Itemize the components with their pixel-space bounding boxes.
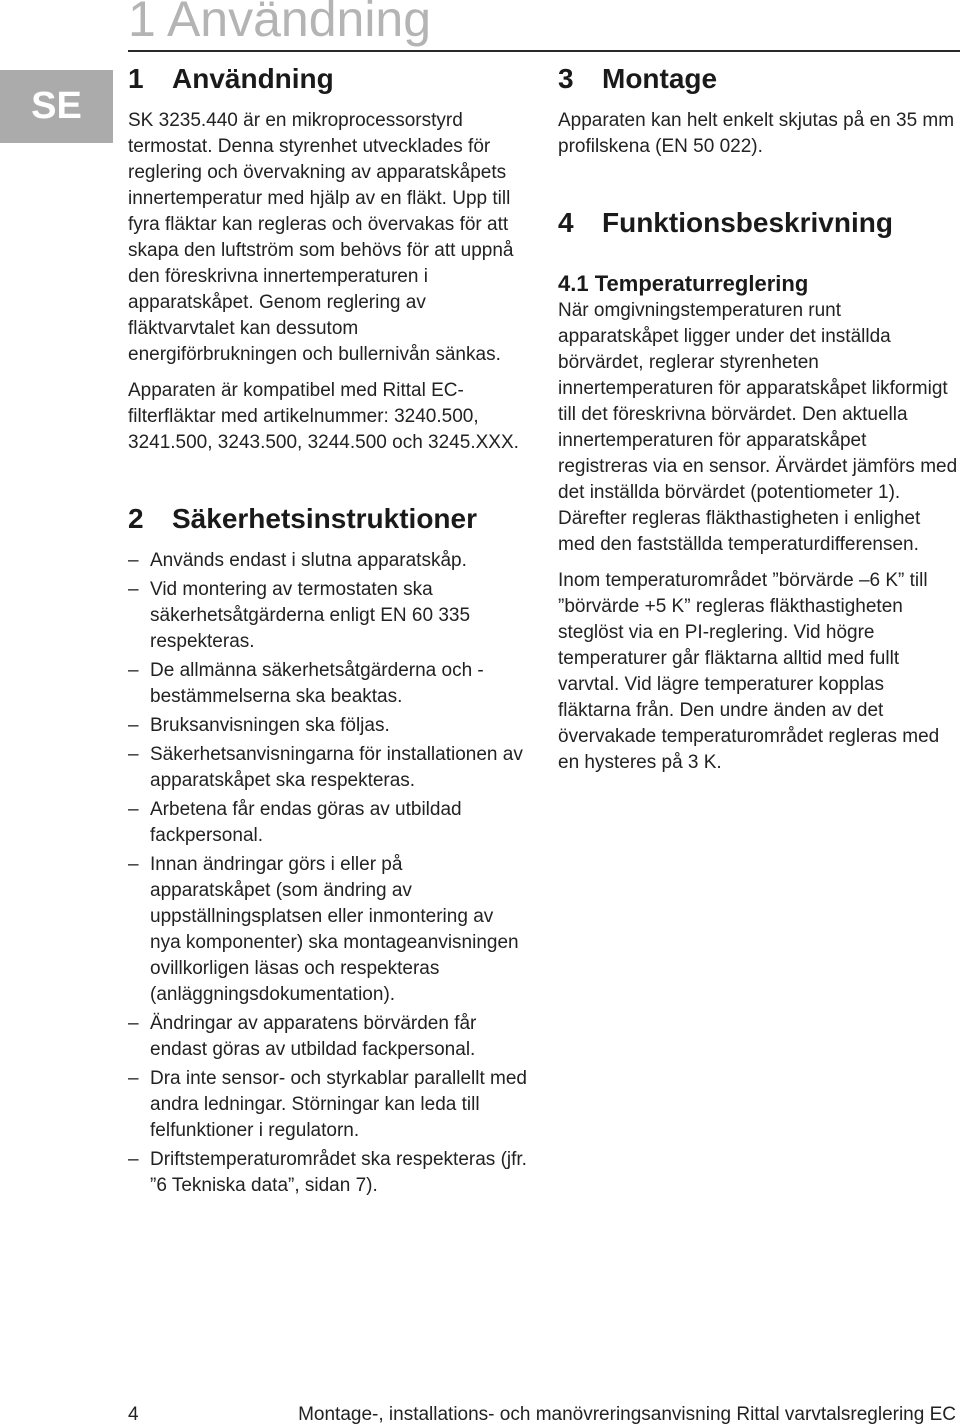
section-3-paragraph: Apparaten kan helt enkelt skjutas på en 35 mm profilskena (EN 50 022). (558, 110, 955, 157)
list-item (128, 548, 528, 574)
list-item-text: Säkerhetsanvisningarna för installationen av apparatskåpet ska respekteras. (150, 744, 523, 791)
list-item (128, 1011, 528, 1063)
list-item (128, 797, 528, 849)
list-item (128, 1066, 528, 1144)
section-3-title: Montage (602, 63, 718, 94)
section-3-number: 3 (558, 63, 574, 94)
subsection-4-1-paragraph: Inom temperaturområdet ”börvärde –6 K” till ”börvärde +5 K” regleras fläkthastigheten steglöst via en PI-reglering. Vid högre temperaturer går fläktarna alltid med fullt varvtal. Vid lägre temperaturer kopplas fläktarna från. Den undre änden av det övervakade temperaturområdet regleras med en hysteres på 3 K. (558, 570, 940, 773)
language-tab: SE (0, 70, 113, 143)
list-item (128, 658, 528, 710)
subsection-4-1-title: Temperaturreglering (594, 271, 809, 296)
safety-list (128, 548, 528, 1199)
list-item (128, 852, 528, 1008)
list-item-text: Ändringar av apparatens börvärden får endast göras av utbildad fackpersonal. (150, 1013, 477, 1060)
dash-bullet: – (128, 660, 139, 681)
list-item-text: Vid montering av termostaten ska säkerhetsåtgärderna enligt EN 60 335 respekteras. (150, 579, 471, 652)
subsection-4-1-heading (558, 270, 960, 298)
running-title: 1 Användning (128, 0, 432, 47)
page-number: 4 (128, 1404, 139, 1425)
section-2-title: Säkerhetsinstruktioner (172, 503, 477, 534)
section-3-heading (558, 60, 960, 98)
list-item-text: Bruksanvisningen ska följas. (150, 715, 390, 736)
dash-bullet: – (128, 550, 139, 571)
section-1-number: 1 (128, 63, 144, 94)
dash-bullet: – (128, 715, 139, 736)
section-1-title: Användning (172, 63, 334, 94)
dash-bullet: – (128, 1149, 139, 1170)
dash-bullet: – (128, 744, 139, 765)
list-item (128, 1147, 528, 1199)
list-item (128, 742, 528, 794)
subsection-4-1-paragraph: När omgivningstemperaturen runt apparatskåpet ligger under det inställda börvärdet, reglerar styrenheten innertemperaturen för apparatskåpet likformigt till det föreskrivna börvärdet. Den aktuella innertemperaturen för apparatskåpet registreras via en sensor. Ärvärdet jämförs med det inställda börvärdet (potentiometer 1). Därefter regleras fläkthastigheten i enlighet med den fastställda temperaturdifferensen. (558, 300, 958, 555)
section-4-heading (558, 204, 960, 242)
section-2-number: 2 (128, 503, 144, 534)
footer-document-title: Montage-, installations- och manövreringsanvisning Rittal varvtalsreglering EC (298, 1404, 956, 1425)
section-1-paragraph: SK 3235.440 är en mikroprocessorstyrd termostat. Denna styrenhet utvecklades för reglering och övervakning av apparatskåpets innertemperatur med hjälp av en fläkt. Upp till fyra fläktar kan regleras och övervakas för att skapa den luftström som behövs för att uppnå den föreskrivna innertemperaturen i apparatskåpet. Genom reglering av fläktvarvtalet kan dessutom energiförbrukningen och bullernivån sänkas. (128, 110, 514, 365)
dash-bullet: – (128, 1013, 139, 1034)
list-item-text: Driftstemperaturområdet ska respekteras (jfr. ”6 Tekniska data”, sidan 7). (150, 1149, 527, 1196)
section-2-heading (128, 500, 528, 538)
list-item-text: De allmänna säkerhetsåtgärderna och -bestämmelserna ska beaktas. (150, 660, 484, 707)
section-1-heading (128, 60, 528, 98)
subsection-4-1-number: 4.1 (558, 271, 589, 296)
left-column (128, 60, 528, 1202)
list-item (128, 713, 528, 739)
dash-bullet: – (128, 579, 139, 600)
section-4-title: Funktionsbeskrivning (602, 207, 893, 238)
dash-bullet: – (128, 799, 139, 820)
list-item-text: Används endast i slutna apparatskåp. (150, 550, 467, 571)
list-item-text: Arbetena får endas göras av utbildad fackpersonal. (150, 799, 462, 846)
dash-bullet: – (128, 854, 139, 875)
header-divider (128, 50, 960, 52)
list-item-text: Innan ändringar görs i eller på apparatskåpet (som ändring av uppställningsplatsen eller inmontering av nya komponenter) ska montageanvisningen ovillkorligen läsas och respekteras (anläggningsdokumentation). (150, 854, 519, 1005)
section-1-paragraph: Apparaten är kompatibel med Rittal EC-filterfläktar med artikelnummer: 3240.500, 3241.500, 3243.500, 3244.500 och 3245.XXX. (128, 380, 519, 453)
dash-bullet: – (128, 1068, 139, 1089)
list-item (128, 577, 528, 655)
section-4-number: 4 (558, 207, 574, 238)
list-item-text: Dra inte sensor- och styrkablar parallellt med andra ledningar. Störningar kan leda till felfunktioner i regulatorn. (150, 1068, 527, 1141)
right-column (558, 60, 960, 776)
